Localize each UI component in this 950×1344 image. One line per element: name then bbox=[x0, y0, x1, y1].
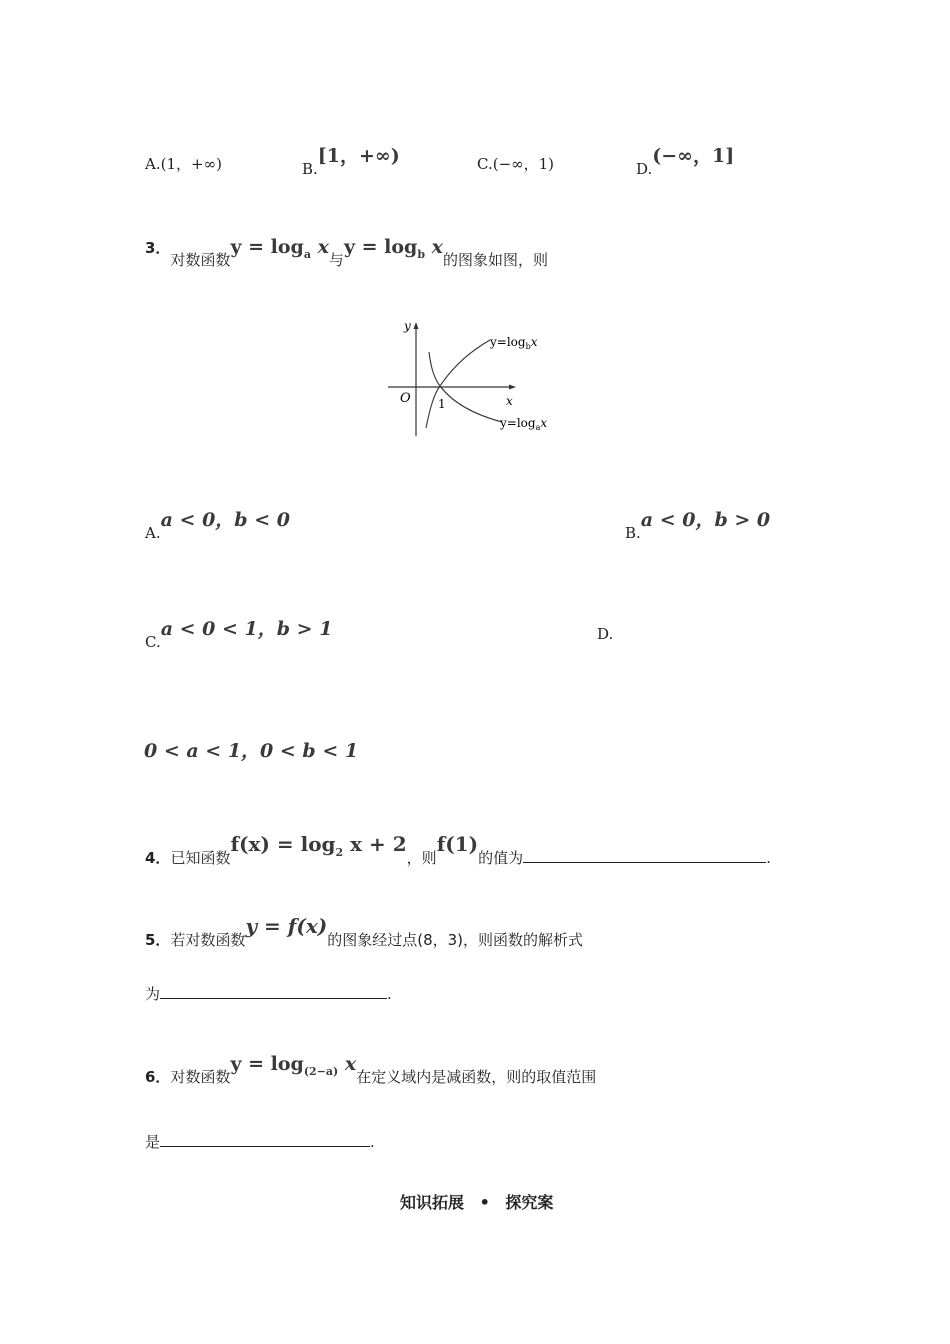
stem-text: 是 bbox=[145, 1133, 161, 1151]
log-graph bbox=[384, 316, 564, 441]
q6-answer-line bbox=[145, 1131, 375, 1152]
q3-option-a bbox=[145, 505, 290, 542]
x-axis-label: x bbox=[506, 394, 513, 408]
curve-upper-label bbox=[489, 335, 538, 351]
formula-log-2-a bbox=[230, 1053, 356, 1078]
formula-var: x bbox=[317, 236, 329, 258]
formula-sub: b bbox=[417, 247, 426, 261]
stem-text: 的图象经过点(8，3)，则函数的解析式 bbox=[327, 931, 584, 949]
stem-text: 若对数函数 bbox=[170, 931, 246, 949]
answer-blank[interactable] bbox=[523, 848, 766, 863]
stem-text: 与 bbox=[328, 251, 344, 269]
q3-stem bbox=[145, 236, 548, 269]
question-number: 3． bbox=[145, 239, 171, 257]
formula-y-fx: y = f(x) bbox=[245, 914, 328, 938]
section-title-right: 探究案 bbox=[505, 1193, 554, 1212]
q3-option-c bbox=[145, 614, 333, 651]
option-value: a < 0 < 1，b > 1 bbox=[160, 618, 333, 640]
formula-var: x bbox=[431, 236, 443, 258]
option-label: A. bbox=[145, 155, 161, 173]
option-label: D. bbox=[597, 625, 614, 643]
x-axis-arrow bbox=[509, 385, 516, 390]
q2-option-b bbox=[302, 141, 400, 178]
origin-label: O bbox=[400, 391, 411, 406]
q3-option-b bbox=[625, 505, 771, 542]
formula-log-b bbox=[344, 236, 443, 261]
option-label: B. bbox=[302, 160, 318, 178]
option-label: B. bbox=[625, 524, 641, 542]
formula-sub: a bbox=[303, 247, 311, 261]
question-number: 4． bbox=[145, 849, 171, 867]
option-label: C. bbox=[477, 155, 493, 173]
formula-text: y = log bbox=[230, 1053, 304, 1075]
formula-f bbox=[230, 832, 406, 859]
stem-text: 在定义域内是减函数，则的取值范围 bbox=[356, 1068, 597, 1086]
tick-one-label: 1 bbox=[438, 397, 446, 411]
option-value: a < 0，b < 0 bbox=[160, 509, 290, 531]
q3-option-d-label bbox=[597, 625, 613, 643]
curve-label-text: y=log bbox=[490, 335, 526, 349]
curve-label-text: y=log bbox=[500, 416, 536, 430]
stem-text: . bbox=[766, 849, 771, 867]
option-label: A. bbox=[145, 524, 161, 542]
curve-label-var: x bbox=[540, 416, 548, 430]
formula-rest: x + 2 bbox=[350, 832, 407, 856]
section-title-left: 知识拓展 bbox=[400, 1193, 465, 1212]
question-number: 5． bbox=[145, 931, 171, 949]
formula-f1: f(1) bbox=[436, 832, 479, 856]
formula-text: y = log bbox=[343, 236, 418, 258]
option-value: (−∞，1) bbox=[492, 155, 555, 173]
section-heading bbox=[400, 1190, 553, 1213]
curve-label-var: x bbox=[530, 335, 538, 349]
stem-text: 对数函数 bbox=[170, 251, 231, 269]
option-value: 0 < a < 1，0 < b < 1 bbox=[144, 740, 359, 762]
formula-sub: 2 bbox=[335, 846, 344, 859]
stem-text: 对数函数 bbox=[170, 1068, 231, 1086]
q5-answer-line bbox=[145, 983, 392, 1004]
formula-sub: (2−a) bbox=[303, 1064, 339, 1078]
q2-option-d bbox=[636, 141, 735, 178]
option-value: [1，+∞) bbox=[317, 145, 400, 167]
option-value: (−∞，1] bbox=[652, 145, 735, 167]
stem-text: 的图象如图，则 bbox=[442, 251, 548, 269]
y-axis-arrow bbox=[414, 322, 419, 329]
answer-blank[interactable] bbox=[160, 1132, 370, 1147]
curve-label-sub: b bbox=[525, 342, 531, 351]
section-bullet: • bbox=[479, 1193, 490, 1212]
curve-lower-label bbox=[499, 416, 547, 432]
formula-var: x bbox=[344, 1053, 357, 1075]
stem-text: ，则 bbox=[406, 849, 437, 867]
stem-text: . bbox=[370, 1133, 375, 1151]
stem-text: 已知函数 bbox=[170, 849, 231, 867]
option-value: (1，+∞) bbox=[160, 155, 222, 173]
y-axis-label: y bbox=[404, 319, 411, 333]
formula-text: f(x) = log bbox=[230, 832, 336, 856]
q4-stem bbox=[145, 832, 771, 867]
curve-label-sub: a bbox=[535, 423, 541, 432]
stem-text: . bbox=[387, 985, 392, 1003]
stem-text: 为 bbox=[145, 985, 161, 1003]
option-label: C. bbox=[145, 633, 161, 651]
formula-text: y = log bbox=[230, 236, 304, 258]
option-value: a < 0，b > 0 bbox=[640, 509, 771, 531]
stem-text: 的值为 bbox=[478, 849, 524, 867]
option-label: D. bbox=[636, 160, 653, 178]
q3-option-d-value bbox=[144, 736, 358, 763]
q2-option-a bbox=[145, 153, 222, 174]
question-number: 6． bbox=[145, 1068, 171, 1086]
answer-blank[interactable] bbox=[160, 984, 387, 999]
formula-log-a bbox=[230, 236, 328, 261]
q5-stem bbox=[145, 914, 584, 949]
q6-stem bbox=[145, 1053, 597, 1086]
q2-option-c bbox=[477, 153, 554, 174]
